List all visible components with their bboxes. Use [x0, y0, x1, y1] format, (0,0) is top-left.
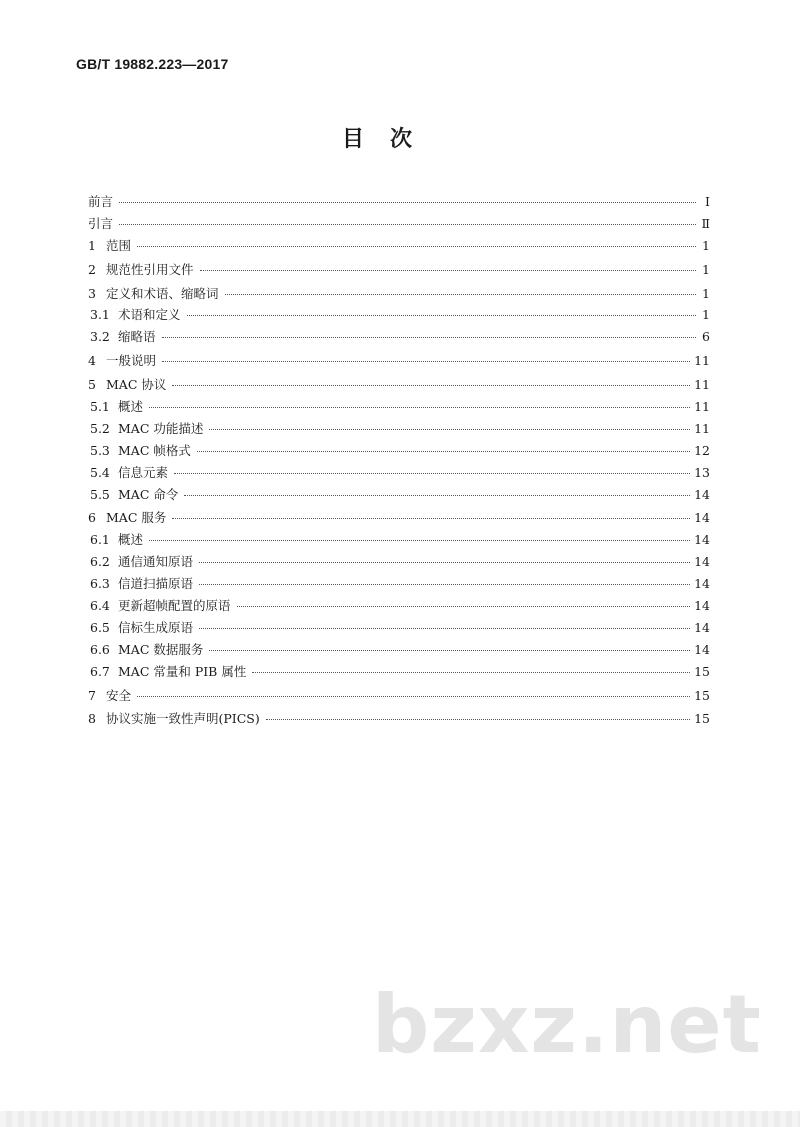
- toc-entry-label: 术语和定义: [118, 307, 181, 323]
- toc-dot-leader: [184, 495, 690, 496]
- toc-entry-page: 13: [694, 464, 710, 480]
- toc-entry-page: 14: [694, 641, 710, 657]
- toc-entry[interactable]: [88, 397, 710, 419]
- toc-dot-leader: [197, 451, 690, 452]
- toc-dot-leader: [187, 315, 696, 316]
- toc-entry-number: 4: [88, 353, 96, 369]
- toc-entry-label: 概述: [118, 532, 144, 548]
- toc-entry-number: 5.3: [90, 442, 110, 458]
- toc-entry-page: 14: [694, 532, 710, 548]
- toc-entry-page: 1: [702, 261, 710, 277]
- toc-dot-leader: [237, 606, 691, 607]
- toc-entry[interactable]: [88, 375, 710, 397]
- toc-entry[interactable]: [88, 214, 710, 236]
- toc-dot-leader: [252, 672, 690, 673]
- toc-dot-leader: [162, 361, 690, 362]
- toc-entry-page: 1: [702, 307, 710, 323]
- toc-entry-label: 前言: [88, 194, 114, 209]
- toc-entry-number: 5.1: [90, 399, 110, 415]
- toc-entry-page: 15: [694, 711, 710, 727]
- toc-entry-page: 15: [694, 663, 710, 679]
- toc-entry-number: 6.3: [90, 576, 110, 592]
- toc-entry[interactable]: [88, 686, 710, 708]
- standard-number: GB/T 19882.223—2017: [76, 56, 229, 72]
- toc-entry-number: 6.6: [90, 641, 110, 657]
- toc-dot-leader: [199, 584, 690, 585]
- toc-dot-leader: [149, 540, 690, 541]
- toc-entry-page: 1: [702, 237, 710, 253]
- toc-entry[interactable]: [88, 419, 710, 441]
- toc-entry[interactable]: [88, 463, 710, 485]
- toc-entry-label: 一般说明: [106, 353, 157, 369]
- toc-entry[interactable]: [88, 530, 710, 552]
- toc-entry-page: 11: [694, 353, 710, 369]
- toc-entry-number: 8: [88, 711, 96, 727]
- toc-entry-number: 3.1: [90, 307, 110, 323]
- toc-entry[interactable]: [88, 618, 710, 640]
- toc-entry-label: 信息元素: [118, 464, 169, 480]
- toc-dot-leader: [172, 385, 690, 386]
- toc-entry[interactable]: [88, 709, 710, 731]
- toc-entry-page: 11: [694, 377, 710, 393]
- toc-entry-page: 14: [694, 619, 710, 635]
- toc-entry-page: 15: [694, 687, 710, 703]
- toc-entry[interactable]: [88, 284, 710, 306]
- toc-entry-label: 安全: [106, 687, 132, 703]
- table-of-contents: [88, 192, 710, 731]
- toc-entry-number: 6.5: [90, 619, 110, 635]
- toc-entry-page: 12: [694, 442, 710, 458]
- toc-entry[interactable]: [88, 508, 710, 530]
- toc-entry-label: 规范性引用文件: [106, 261, 194, 277]
- toc-entry[interactable]: [88, 662, 710, 684]
- toc-entry-number: 5.5: [90, 486, 110, 502]
- toc-entry-label: MAC 功能描述: [118, 420, 204, 436]
- toc-entry-number: 3: [88, 285, 96, 301]
- toc-dot-leader: [137, 246, 696, 247]
- toc-entry-page: Ⅰ: [705, 194, 710, 209]
- toc-entry[interactable]: [88, 640, 710, 662]
- toc-entry-label: 协议实施一致性声明(PICS): [106, 711, 260, 727]
- toc-entry-label: 概述: [118, 399, 144, 415]
- toc-entry-number: 3.2: [90, 329, 110, 345]
- toc-entry-label: 更新超帧配置的原语: [118, 598, 231, 614]
- toc-entry-number: 6: [88, 510, 96, 526]
- toc-entry-label: 信道扫描原语: [118, 576, 194, 592]
- toc-dot-leader: [209, 429, 690, 430]
- toc-entry-page: 11: [694, 399, 710, 415]
- toc-entry-page: 11: [694, 420, 710, 436]
- toc-entry-label: MAC 帧格式: [118, 442, 191, 458]
- toc-entry-number: 2: [88, 261, 96, 277]
- toc-entry-number: 6.1: [90, 532, 110, 548]
- toc-entry[interactable]: [88, 192, 710, 214]
- toc-entry-label: MAC 服务: [106, 510, 167, 526]
- watermark: bzxz.net: [372, 978, 762, 1071]
- toc-entry-page: Ⅱ: [701, 215, 710, 231]
- toc-entry[interactable]: [88, 596, 710, 618]
- toc-entry[interactable]: [88, 260, 710, 282]
- toc-dot-leader: [225, 294, 696, 295]
- toc-entry-page: 14: [694, 510, 710, 526]
- toc-entry-label: 定义和术语、缩略词: [106, 285, 219, 301]
- toc-entry-label: MAC 数据服务: [118, 641, 204, 657]
- toc-entry-page: 14: [694, 576, 710, 592]
- toc-entry-label: 信标生成原语: [118, 619, 194, 635]
- toc-entry-number: 5.2: [90, 420, 110, 436]
- toc-entry[interactable]: [88, 305, 710, 327]
- toc-entry-page: 1: [702, 285, 710, 301]
- toc-entry-label: 缩略语: [118, 329, 156, 345]
- toc-entry[interactable]: [88, 574, 710, 596]
- toc-entry-number: 7: [88, 687, 96, 703]
- toc-dot-leader: [174, 473, 690, 474]
- toc-entry-number: 6.4: [90, 598, 110, 614]
- toc-entry-label: MAC 常量和 PIB 属性: [118, 663, 247, 679]
- page-title: 目次: [341, 127, 438, 152]
- toc-dot-leader: [266, 719, 690, 720]
- toc-entry[interactable]: [88, 441, 710, 463]
- toc-entry[interactable]: [88, 236, 710, 258]
- toc-entry-page: 14: [694, 598, 710, 614]
- toc-dot-leader: [209, 650, 690, 651]
- toc-entry[interactable]: [88, 552, 710, 574]
- toc-entry-label: 范围: [106, 237, 132, 253]
- toc-entry-page: 6: [702, 329, 710, 345]
- toc-dot-leader: [199, 628, 690, 629]
- toc-dot-leader: [119, 202, 696, 203]
- toc-entry-label: 通信通知原语: [118, 554, 194, 570]
- toc-entry-number: 5: [88, 377, 96, 393]
- toc-dot-leader: [200, 270, 696, 271]
- toc-dot-leader: [137, 696, 690, 697]
- toc-entry-number: 6.2: [90, 554, 110, 570]
- toc-entry-page: 14: [694, 486, 710, 502]
- toc-dot-leader: [199, 562, 690, 563]
- toc-entry[interactable]: [88, 327, 710, 349]
- toc-entry-number: 6.7: [90, 663, 110, 679]
- toc-dot-leader: [149, 407, 690, 408]
- toc-entry-number: 1: [88, 237, 96, 253]
- toc-entry-label: 引言: [88, 215, 114, 231]
- toc-entry-page: 14: [694, 554, 710, 570]
- scan-edge-strip: [0, 1111, 800, 1127]
- toc-entry-label: MAC 命令: [118, 486, 179, 502]
- toc-dot-leader: [119, 224, 696, 225]
- toc-entry-label: MAC 协议: [106, 377, 167, 393]
- toc-dot-leader: [172, 518, 690, 519]
- toc-entry[interactable]: [88, 485, 710, 507]
- toc-entry[interactable]: [88, 351, 710, 373]
- toc-dot-leader: [162, 337, 696, 338]
- toc-entry-number: 5.4: [90, 464, 110, 480]
